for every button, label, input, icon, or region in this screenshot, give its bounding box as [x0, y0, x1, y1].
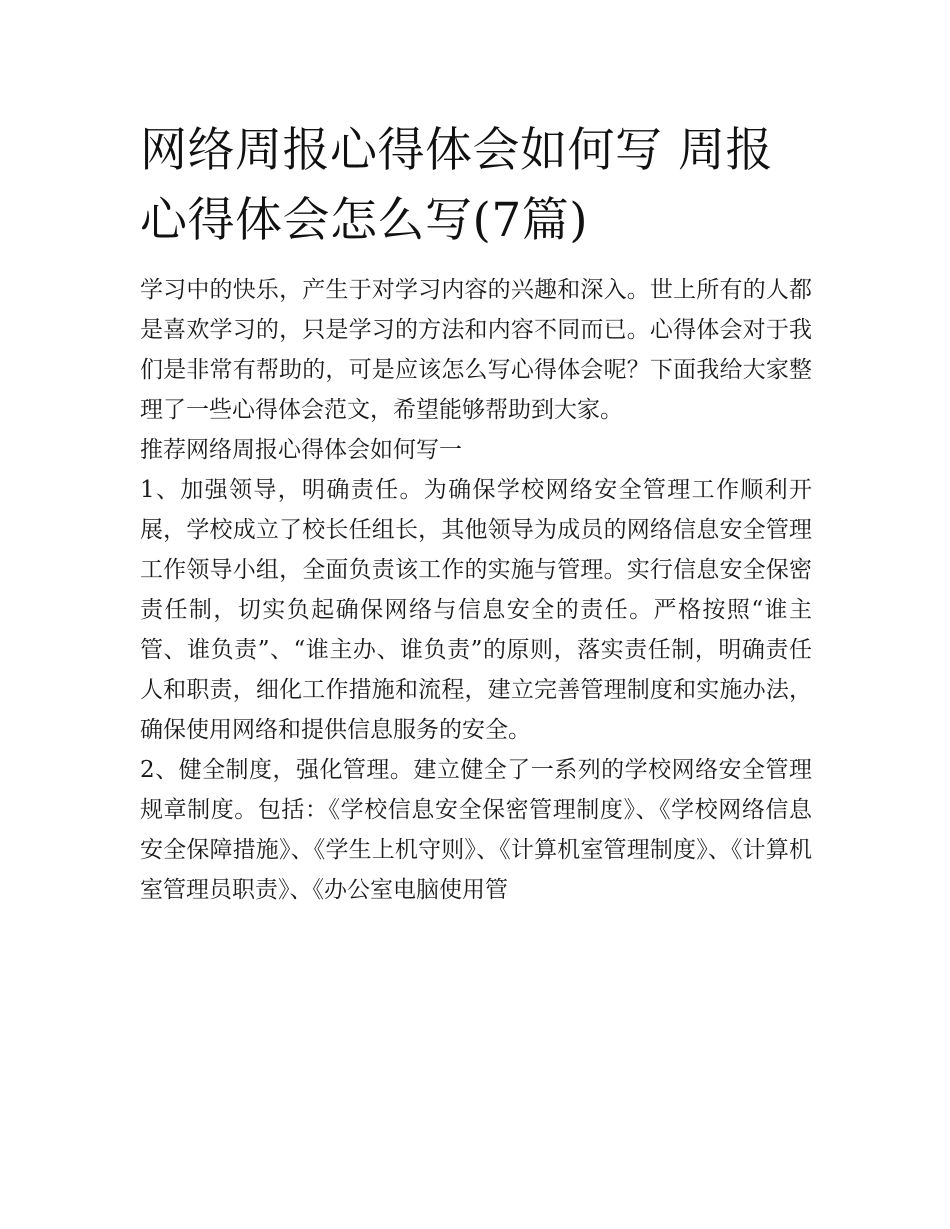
- document-content: [140, 116, 812, 910]
- document-body: [140, 270, 812, 910]
- section-heading: 推荐网络周报心得体会如何写一: [140, 437, 462, 463]
- intro-paragraph: 学习中的快乐，产生于对学习内容的兴趣和深入。世上所有的人都是喜欢学习的，只是学习的方法和内容不同而已。心得体会对于我们是非常有帮助的，可是应该怎么写心得体会呢？下面我给大家整理了一些心得体会范文，希望能够帮助到大家。: [140, 277, 812, 423]
- body-paragraph-1: 1、加强领导，明确责任。为确保学校网络安全管理工作顺利开展，学校成立了校长任组长，其他领导为成员的网络信息安全管理工作领导小组，全面负责该工作的实施与管理。实行信息安全保密责任制，切实负起确保网络与信息安全的责任。严格按照“谁主管、谁负责”、“谁主办、谁负责”的原则，落实责任制，明确责任人和职责，细化工作措施和流程，建立完善管理制度和实施办法，确保使用网络和提供信息服务的安全。: [140, 477, 812, 743]
- document-title: 网络周报心得体会如何写 周报心得体会怎么写(7篇): [140, 123, 773, 248]
- body-paragraph-2: 2、健全制度，强化管理。建立健全了一系列的学校网络安全管理规章制度。包括：《学校信息安全保密管理制度》、《学校网络信息安全保障措施》、《学生上机守则》、《计算机室管理制度》、《计算机室管理员职责》、《办公室电脑使用管: [140, 757, 812, 903]
